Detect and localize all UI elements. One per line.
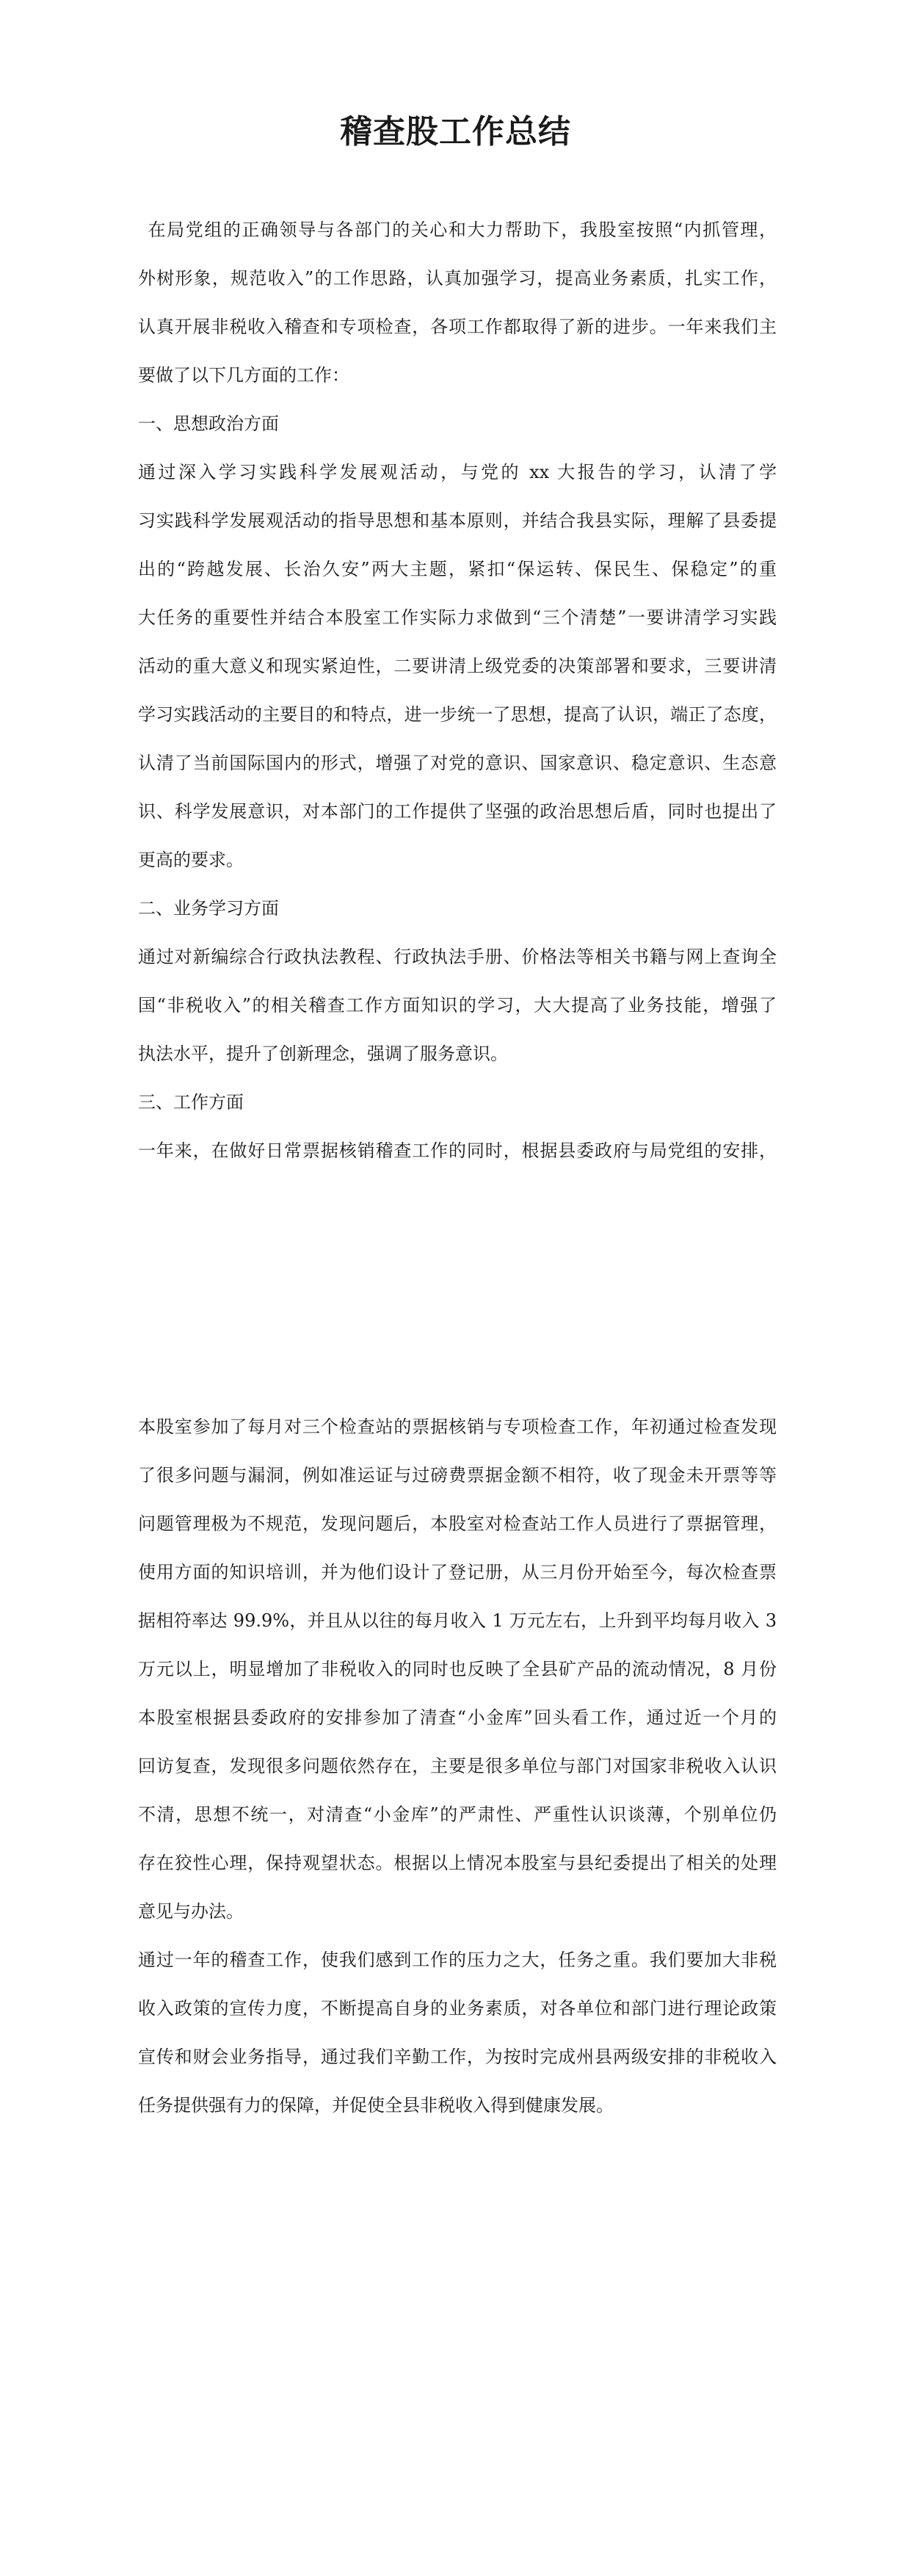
paragraph-line xyxy=(138,206,777,254)
paragraph-line: 意见与办法。 xyxy=(138,1901,244,1922)
paragraph-line: 使用方面的知识培训，并为他们设计了登记册，从三月份开始至今，每次检查票 xyxy=(138,1562,777,1582)
paragraph-line: 宣传和财会业务指导，通过我们辛勤工作，为按时完成州县两级安排的非税收入 xyxy=(138,2047,777,2067)
section-study xyxy=(138,884,777,1078)
paragraph-line: 活动的重大意义和现实紧迫性，二要讲清上级党委的决策部署和要求，三要讲清 xyxy=(138,656,777,676)
paragraph-line: 学习实践活动的主要目的和特点，进一步统一了思想，提高了认识，端正了态度， xyxy=(138,704,777,725)
paragraph-line: 通过对新编综合行政执法教程、行政执法手册、价格法等相关书籍与网上查询全 xyxy=(138,947,777,967)
section-heading: 一、思想政治方面 xyxy=(138,413,279,434)
paragraph-line: 执法水平，提升了创新理念，强调了服务意识。 xyxy=(138,1043,508,1064)
paragraph-line-text: 在局党组的正确领导与各部门的关心和大力帮助下，我股室按照“内抓管理， xyxy=(147,220,777,240)
paragraph-line: 国“非税收入”的相关稽查工作方面知识的学习，大大提高了业务技能，增强了 xyxy=(138,995,777,1016)
section-work-continued xyxy=(138,1403,777,1936)
paragraph-line: 据相符率达 99.9%，并且从以往的每月收入 1 万元左右，上升到平均每月收入 3 xyxy=(138,1610,777,1631)
paragraph-line: 本股室参加了每月对三个检查站的票据核销与专项检查工作，年初通过检查发现 xyxy=(138,1417,777,1437)
paragraph-line: 通过深入学习实践科学发展观活动，与党的 xx 大报告的学习，认清了学 xyxy=(138,462,777,482)
section-political xyxy=(138,399,777,884)
paragraph-line: 万元以上，明显增加了非税收入的同时也反映了全县矿产品的流动情况，8 月份 xyxy=(138,1659,777,1679)
paragraph-line: 更高的要求。 xyxy=(138,850,244,870)
paragraph-line: 认清了当前国际国内的形式，增强了对党的意识、国家意识、稳定意识、生态意 xyxy=(138,753,777,773)
paragraph-line: 习实践科学发展观活动的指导思想和基本原则，并结合我县实际，理解了县委提 xyxy=(138,510,777,531)
section-heading: 三、工作方面 xyxy=(138,1092,244,1112)
paragraph-line: 一年来，在做好日常票据核销稽查工作的同时，根据县委政府与局党组的安排， xyxy=(138,1140,777,1161)
conclusion-paragraph xyxy=(138,1936,777,2130)
section-heading: 二、业务学习方面 xyxy=(138,898,279,919)
paragraph-line: 收入政策的宣传力度，不断提高自身的业务素质，对各单位和部门进行理论政策 xyxy=(138,1998,777,2019)
intro-paragraph xyxy=(138,206,777,399)
paragraph-line: 本股室根据县委政府的安排参加了清查“小金库”回头看工作，通过近一个月的 xyxy=(138,1707,777,1728)
section-work xyxy=(138,1078,777,1175)
paragraph-line: 回访复查，发现很多问题依然存在，主要是很多单位与部门对国家非税收入认识 xyxy=(138,1756,777,1776)
paragraph-line: 大任务的重要性并结合本股室工作实际力求做到“三个清楚”一要讲清学习实践 xyxy=(138,607,777,628)
paragraph-line: 识、科学发展意识，对本部门的工作提供了坚强的政治思想后盾，同时也提出了 xyxy=(138,801,777,822)
paragraph-line: 了很多问题与漏洞，例如准运证与过磅费票据金额不相符，收了现金未开票等等 xyxy=(138,1465,777,1486)
paragraph-line: 任务提供强有力的保障，并促使全县非税收入得到健康发展。 xyxy=(138,2095,614,2116)
paragraph-line: 不清，思想不统一，对清查“小金库”的严肃性、严重性认识谈薄，个别单位仍 xyxy=(138,1804,777,1825)
paragraph-line: 通过一年的稽查工作，使我们感到工作的压力之大，任务之重。我们要加大非税 xyxy=(138,1950,777,1970)
paragraph-line: 要做了以下几方面的工作： xyxy=(138,365,349,386)
paragraph-line: 认真开展非税收入稽查和专项检查，各项工作都取得了新的进步。一年来我们主 xyxy=(138,316,777,337)
paragraph-line: 存在狡性心理，保持观望状态。根据以上情况本股室与县纪委提出了相关的处理 xyxy=(138,1853,777,1873)
paragraph-line: 外树形象，规范收入”的工作思路，认真加强学习，提高业务素质，扎实工作， xyxy=(138,268,777,289)
document-title: 稽查股工作总结 xyxy=(340,113,571,151)
paragraph-line: 出的“跨越发展、长治久安”两大主题，紧扣“保运转、保民生、保稳定”的重 xyxy=(138,559,777,579)
paragraph-line: 问题管理极为不规范，发现问题后，本股室对检查站工作人员进行了票据管理， xyxy=(138,1513,777,1534)
